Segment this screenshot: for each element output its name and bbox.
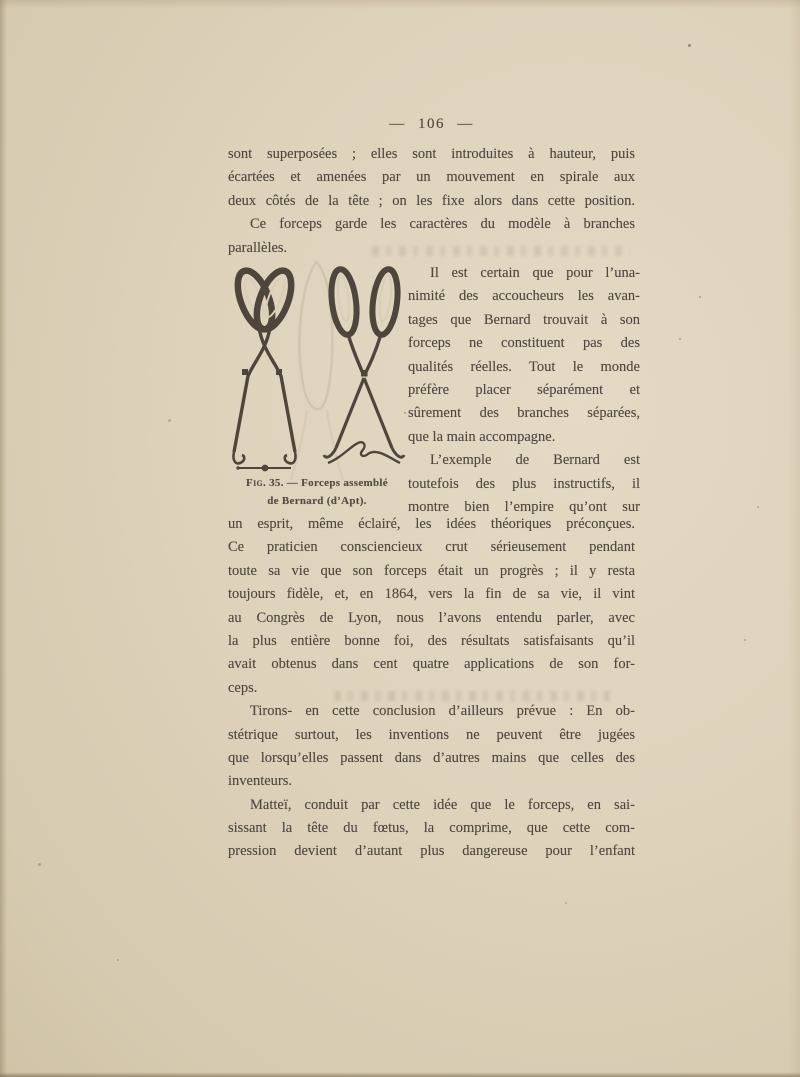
figure-label: Fig. (246, 477, 267, 489)
text-line: inventeurs. (228, 773, 293, 790)
ink-speck (679, 338, 681, 340)
page-number: — 106 — (389, 116, 474, 132)
text-line: toute sa vie que son forceps était un progrès ; il y resta (228, 562, 635, 579)
text-line: ceps. (228, 679, 258, 696)
text-line: au Congrès de Lyon, nous l’avons entendu parler, avec (228, 609, 635, 626)
ink-speck (688, 44, 691, 47)
ink-speck (757, 506, 759, 508)
figure-caption-line1: Fig. 35. — Forceps assemblé (246, 477, 388, 489)
text-line: Tirons- en cette conclusion d’ailleurs prévue : En ob- (250, 703, 635, 720)
text-line: tages que Bernard trouvait à son (408, 311, 640, 328)
text-line: que lorsqu’elles passent dans d’autres mains que celles des (228, 749, 635, 766)
ink-speck (744, 639, 746, 641)
ink-speck (117, 959, 119, 961)
right-forceps (324, 268, 404, 463)
figure-caption (217, 474, 417, 510)
text-line: sont superposées ; elles sont introduites à hauteur, puis (228, 146, 635, 162)
text-line: Matteï, conduit par cette idée que le forceps, en sai- (250, 796, 635, 813)
text-line: Il est certain que pour l’una- (430, 265, 640, 281)
ink-speck (404, 412, 406, 414)
text-line: L’exemple de Bernard est (430, 452, 640, 469)
left-forceps (231, 266, 298, 471)
ink-speck (168, 419, 171, 422)
ink-speck (699, 296, 701, 298)
text-line: nimité des accoucheurs les avan- (408, 288, 640, 305)
text-line: sissant la tête du fœtus, la comprime, que cette com- (228, 820, 635, 837)
body-text (228, 513, 635, 864)
forceps-engraving (219, 256, 413, 498)
ink-speck (38, 863, 41, 866)
text-line: pression devient d’autant plus dangereuse pour l’enfant (228, 843, 635, 860)
text-line: avait obtenus dans cent quatre applications de son for- (228, 656, 635, 673)
intro-paragraphs (228, 143, 635, 260)
text-line: qualités réelles. Tout le monde (408, 358, 640, 375)
text-line: un esprit, même éclairé, les idées théoriques préconçues. (228, 516, 635, 532)
text-line: Ce forceps garde les caractères du modèle à branches (250, 216, 635, 233)
text-line: écartées et amenées par un mouvement en spirale aux (228, 169, 635, 186)
right-text-column (408, 262, 640, 519)
ink-speck (565, 902, 567, 904)
text-line: toutefois des plus instructifs, il (408, 475, 640, 492)
text-line: que la main accompagne. (408, 428, 556, 445)
text-line: Ce praticien consciencieux crut sérieusement pendant (228, 539, 635, 556)
text-line: toujours fidèle, et, en 1864, vers la fin de sa vie, il vint (228, 586, 635, 603)
text-line: parallèles. (228, 239, 288, 256)
text-line: montre bien l’empire qu’ont sur (408, 498, 640, 515)
figure-caption-line2: de Bernard (d’Apt). (267, 495, 367, 507)
text-line: stétrique surtout, les inventions ne peuvent être jugées (228, 726, 635, 743)
text-line: la plus entière bonne foi, des résultats satisfaisants qu’il (228, 632, 635, 649)
show-through-smudge (334, 691, 610, 701)
text-line: forceps ne constituent pas des (408, 335, 640, 352)
text-line: sûrement des branches séparées, (408, 405, 640, 422)
text-line: préfère placer séparément et (408, 381, 640, 398)
text-line: deux côtés de la tête ; on les fixe alors dans cette position. (228, 192, 635, 209)
show-through-smudge (372, 246, 630, 256)
